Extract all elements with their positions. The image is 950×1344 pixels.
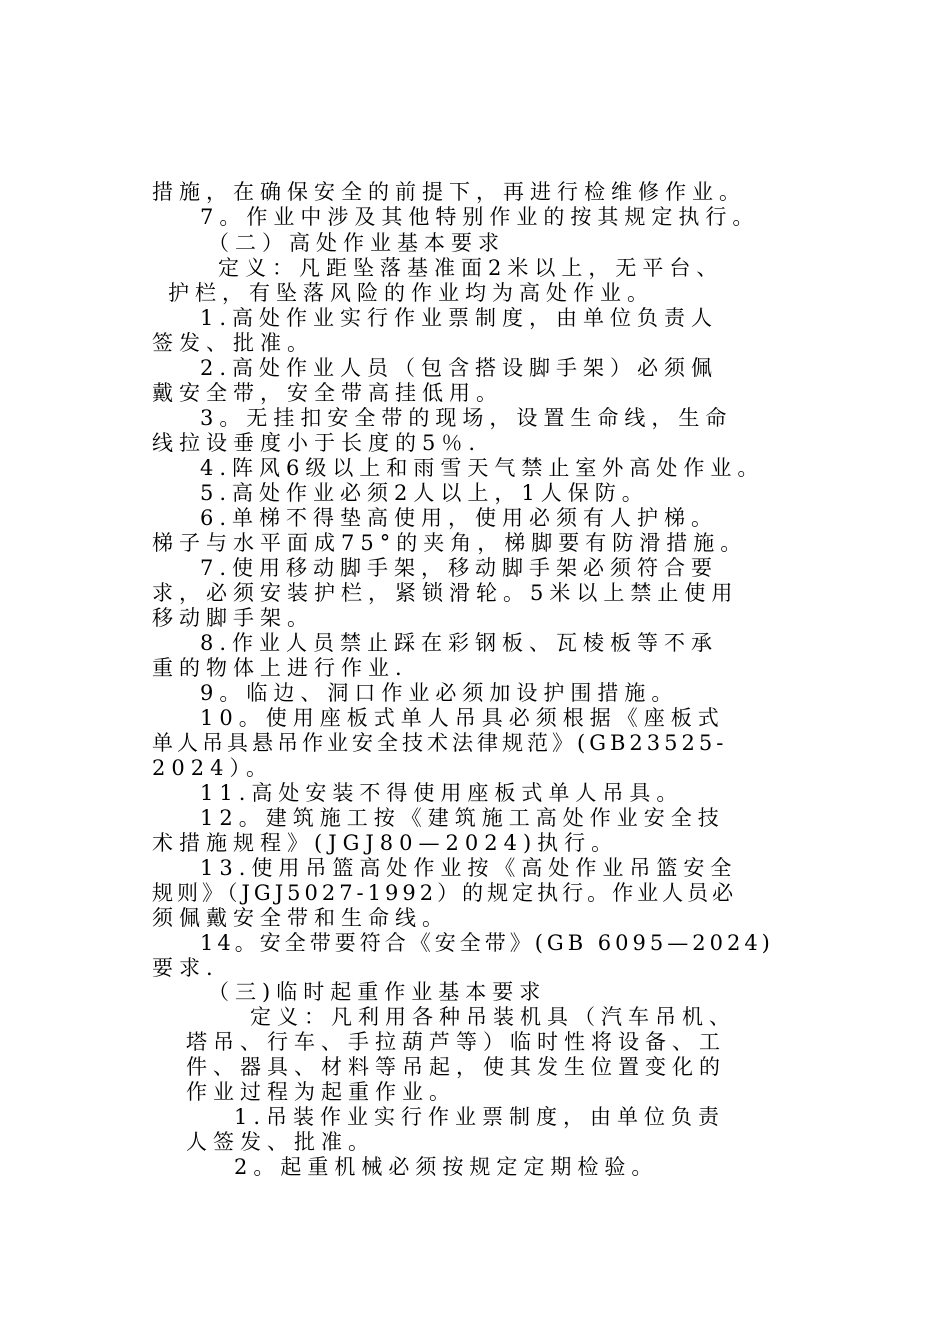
text-line: 须佩戴安全带和生命线。 (152, 906, 449, 930)
text-line: 12。建筑施工按《建筑施工高处作业安全技 (200, 806, 725, 830)
text-line: 6.单梯不得垫高使用，使用必须有人护梯。 (200, 506, 719, 530)
text-line: 11.高处安装不得使用座板式单人吊具。 (200, 781, 684, 805)
text-line: 戴安全带，安全带高挂低用。 (152, 381, 503, 405)
text-line: 2.高处作业人员（包含搭设脚手架）必须佩 (200, 356, 719, 380)
text-line: 件、器具、材料等吊起，使其发生位置变化的 (186, 1055, 726, 1079)
text-line: 5.高处作业必须2人以上，1人保防。 (200, 481, 649, 505)
text-line: 9。临边、洞口作业必须加设护围措施。 (200, 681, 679, 705)
text-line: 13.使用吊篮高处作业按《高处作业吊篮安全 (200, 856, 738, 880)
text-line: 2024）。 (152, 756, 273, 780)
text-line: 1.吊装作业实行作业票制度，由单位负责 (234, 1105, 726, 1129)
text-line: 3。无挂扣安全带的现场，设置生命线，生命 (200, 406, 733, 430)
text-line: 7。作业中涉及其他特别作业的按其规定执行。 (200, 205, 760, 229)
text-line: 求，必须安装护栏，紧锁滑轮。5米以上禁止使用 (152, 581, 739, 605)
text-line: 单人吊具悬吊作业安全技术法律规范》(GB23525- (152, 731, 728, 755)
text-line: 移动脚手架。 (152, 606, 314, 630)
text-line: 重的物体上进行作业. (152, 656, 408, 680)
text-line: 梯子与水平面成75°的夹角，梯脚要有防滑措施。 (152, 531, 748, 555)
text-line: 措施，在确保安全的前提下，再进行检维修作业。 (152, 180, 746, 204)
text-line: 8.作业人员禁止踩在彩钢板、瓦棱板等不承 (200, 631, 719, 655)
text-line: 塔吊、行车、手拉葫芦等）临时性将设备、工 (186, 1030, 726, 1054)
text-line: 2。起重机械必须按规定定期检验。 (234, 1155, 659, 1179)
text-line: 人签发、批准。 (186, 1130, 375, 1154)
text-line: 定义：凡距坠落基准面2米以上，无平台、 (218, 256, 724, 280)
text-line: 1.高处作业实行作业票制度，由单位负责人 (200, 306, 719, 330)
text-line: 10。使用座板式单人吊具必须根据《座板式 (200, 706, 725, 730)
text-line: 护栏，有坠落风险的作业均为高处作业。 (168, 281, 654, 305)
text-line: 规则》（JGJ5027-1992）的规定执行。作业人员必 (152, 881, 738, 905)
text-line: 线拉设垂度小于长度的5％. (152, 431, 482, 455)
section-heading: （二）高处作业基本要求 (208, 231, 505, 255)
text-line: 4.阵风6级以上和雨雪天气禁止室外高处作业。 (200, 456, 765, 480)
text-line: 要求. (152, 956, 219, 980)
text-line: 签发、批准。 (152, 331, 314, 355)
text-line: 14。安全带要符合《安全带》(GB 6095—2024) (200, 931, 774, 955)
section-heading: （三)临时起重作业基本要求 (208, 980, 547, 1004)
text-line: 7.使用移动脚手架，移动脚手架必须符合要 (200, 556, 719, 580)
text-line: 术措施规程》(JGJ80—2024)执行。 (152, 831, 619, 855)
text-line: 作业过程为起重作业。 (186, 1080, 456, 1104)
text-line: 定义：凡利用各种吊装机具（汽车吊机、 (250, 1005, 736, 1029)
